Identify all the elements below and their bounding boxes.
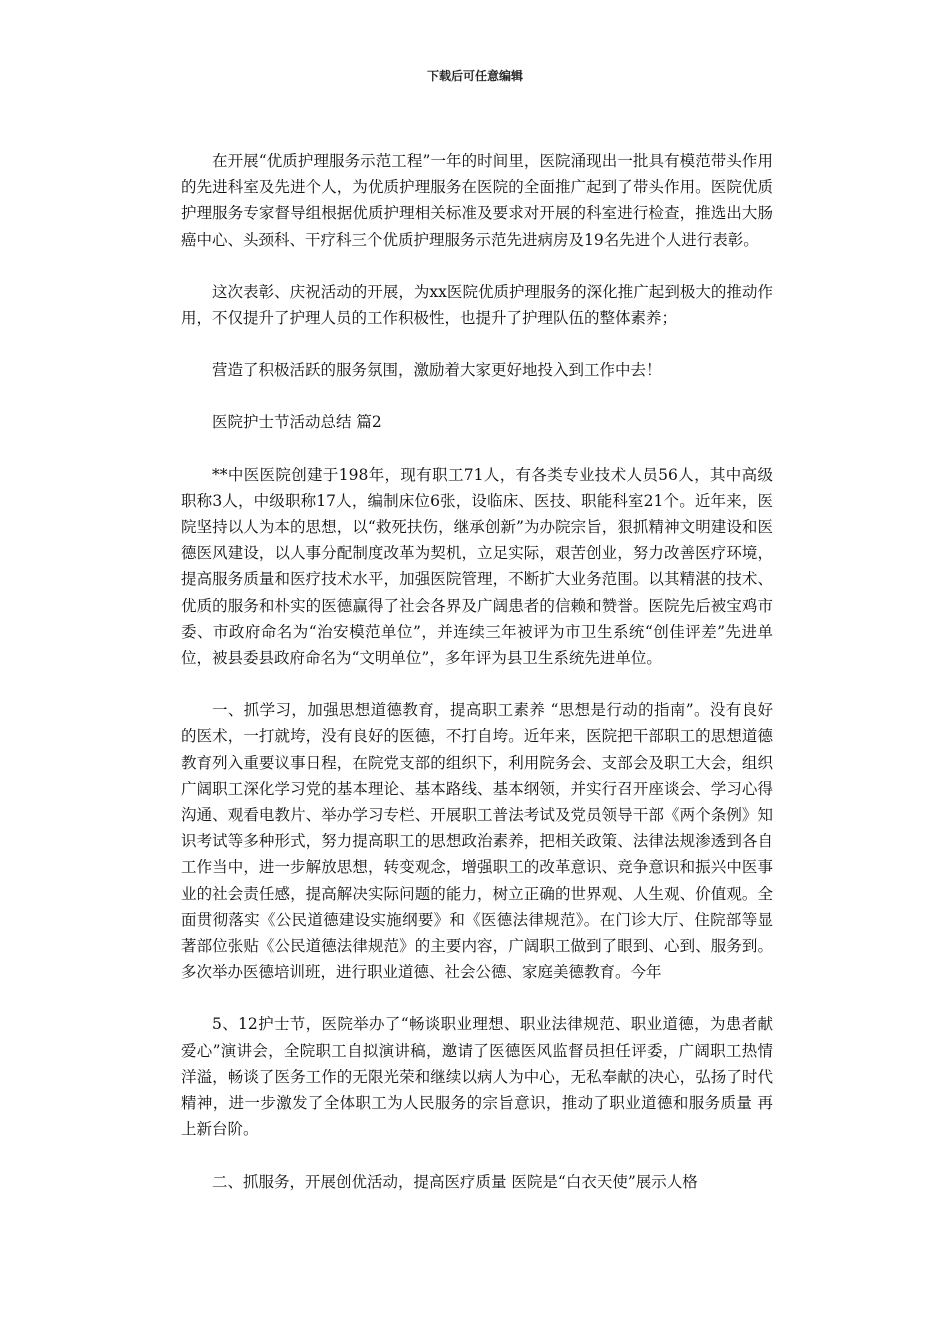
document-body [181, 148, 773, 1221]
paragraph-5: **中医医院创建于198年，现有职工71人，有各类专业技术人员56人，其中高级职称3人，中级职称17人，编制床位6张，设临床、医技、职能科室21个。近年来，医院坚持以人为本的思想，以“救死扶伤，继承创新”为办院宗旨，狠抓精神文明建设和医德医风建设，以人事分配制度改革为契机，立足实际，艰苦创业，努力改善医疗环境，提高服务质量和医疗技术水平，加强医院管理，不断扩大业务范围。以其精湛的技术、优质的服务和朴实的医德赢得了社会各界及广阔患者的信赖和赞誉。医院先后被宝鸡市委、市政府命名为“治安模范单位”，并连续三年被评为市卫生系统“创佳评差”先进单位，被县委县政府命名为“文明单位”，多年评为县卫生系统先进单位。 [181, 465, 773, 668]
section-heading: 医院护士节活动总结 篇2 [212, 413, 382, 432]
paragraph-7: 5、12护士节，医院举办了“畅谈职业理想、职业法律规范、职业道德，为患者献爱心”演讲会，全院职工自拟演讲稿，邀请了医德医风监督员担任评委，广阔职工热情洋溢，畅谈了医务工作的无限光荣和继续以病人为中心，无私奉献的决心，弘扬了时代精神，进一步激发了全体职工为人民服务的宗旨意识，推动了职业道德和服务质量 再上新台阶。 [181, 1015, 773, 1139]
paragraph-1: 在开展“优质护理服务示范工程”一年的时间里，医院涌现出一批具有模范带头作用的先进科室及先进个人，为优质护理服务在医院的全面推广起到了带头作用。医院优质护理服务专家督导组根据优质护理相关标准及要求对开展的科室进行检查，推选出大肠癌中心、头颈科、干疗科三个优质护理服务示范先进病房及19名先进个人进行表彰。 [181, 152, 773, 249]
page-header: 下载后可任意编辑 [426, 69, 523, 83]
paragraph-8: 二、抓服务，开展创优活动，提高医疗质量 医院是“白衣天使”展示人格 [212, 1172, 698, 1191]
paragraph-3: 营造了积极活跃的服务氛围，激励着大家更好地投入到工作中去！ [212, 361, 662, 380]
paragraph-6: 一、抓学习，加强思想道德教育，提高职工素养 “思想是行动的指南”。没有良好的医术，一打就垮，没有良好的医德，不打自垮。近年来，医院把干部职工的思想道德教育列入重要议事日程，在院党支部的组织下，利用院务会、支部会及职工大会，组织广阔职工深化学习党的基本理论、基本路线、基本纲领，并实行召开座谈会、学习心得沟通、观看电教片、举办学习专栏、开展职工普法考试及党员领导干部《两个条例》知识考试等多种形式，努力提高职工的思想政治素养，把相关政策、法律法规渗透到各自工作当中，进一步解放思想，转变观念，增强职工的改革意识、竞争意识和振兴中医事业的社会责任感，提高解决实际问题的能力，树立正确的世界观、人生观、价值观。全面贯彻落实《公民道德建设实施纲要》和《医德法律规范》。在门诊大厅、住院部等显著部位张贴《公民道德法律规范》的主要内容，广阔职工做到了眼到、心到、服务到。多次举办医德培训班，进行职业道德、社会公德、家庭美德教育。今年 [181, 701, 773, 982]
paragraph-2: 这次表彰、庆祝活动的开展，为xx医院优质护理服务的深化推广起到极大的推动作用，不仅提升了护理人员的工作积极性，也提升了护理队伍的整体素养； [181, 282, 773, 328]
